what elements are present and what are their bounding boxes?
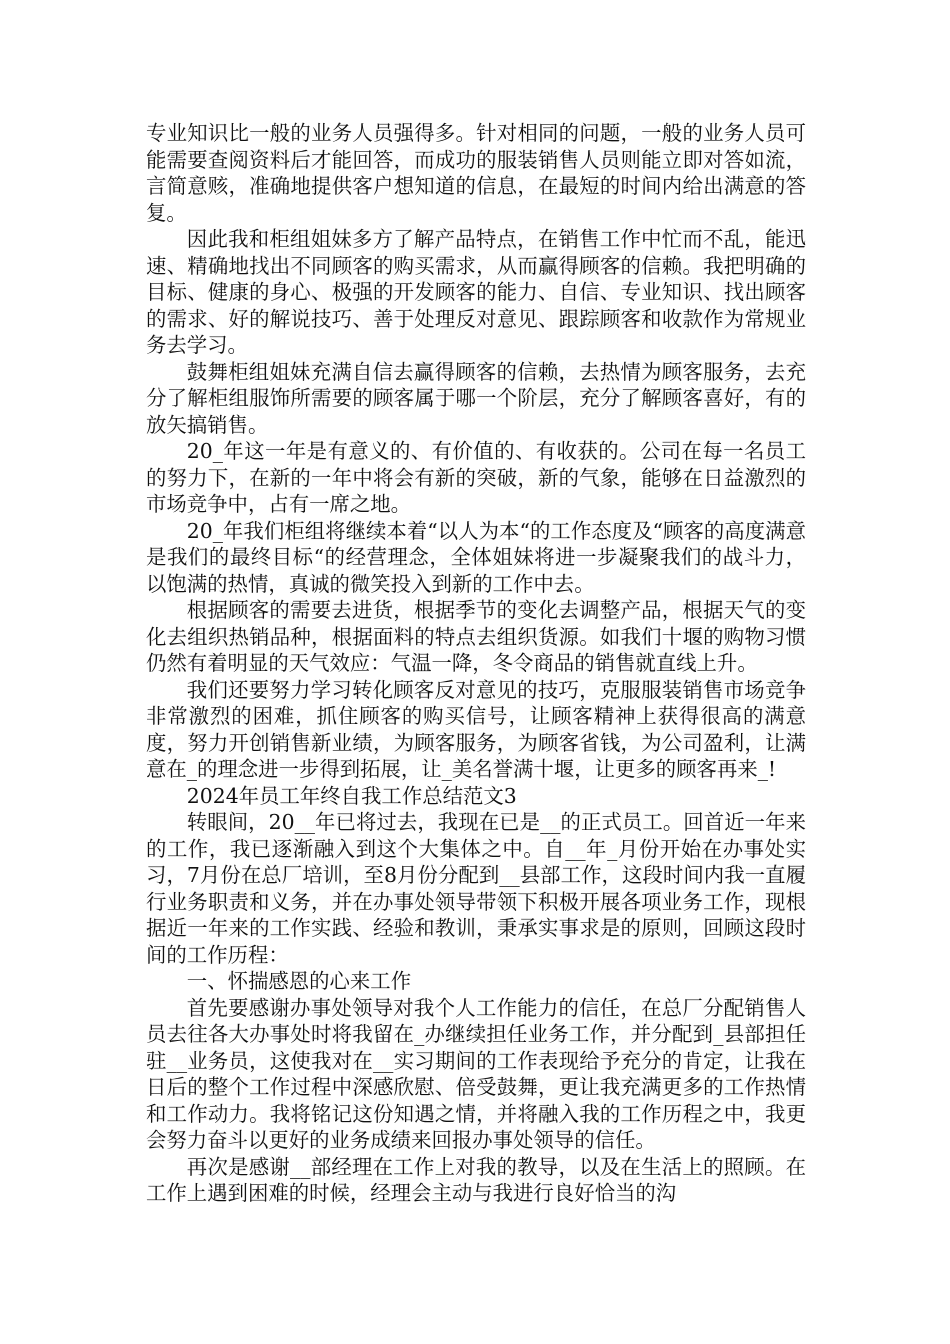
- paragraph-11: 首先要感谢办事处领导对我个人工作能力的信任，在总厂分配销售人员去往各大办事处时将我留在_办继续担任业务工作，并分配到_县部担任驻__业务员，这使我对在__实习期间的工作表现给予充分的肯定，让我在日后的整个工作过程中深感欣慰、倍受鼓舞，更让我充满更多的工作热情和工作动力。我将铭记这份知遇之情，并将融入我的工作历程之中，我更会努力奋斗以更好的业务成绩来回报办事处领导的信任。: [146, 995, 806, 1152]
- section-heading-essay-3: 2024年员工年终自我工作总结范文3: [186, 783, 517, 808]
- paragraph-1: 专业知识比一般的业务人员强得多。针对相同的问题，一般的业务人员可能需要查阅资料后才能回答，而成功的服装销售人员则能立即对答如流，言简意赅，准确地提供客户想知道的信息，在最短的时间内给出满意的答复。: [146, 121, 806, 225]
- paragraph-3: 鼓舞柜组姐妹充满自信去赢得顾客的信赖，去热情为顾客服务，去充分了解柜组服饰所需要的顾客属于哪一个阶层，充分了解顾客喜好，有的放矢搞销售。: [146, 359, 806, 437]
- paragraph-12: 再次是感谢__部经理在工作上对我的教导，以及在生活上的照顾。在工作上遇到困难的时候，经理会主动与我进行良好恰当的沟: [146, 1154, 806, 1205]
- paragraph-5: 20_年我们柜组将继续本着“以人为本“的工作态度及“顾客的高度满意是我们的最终目标“的经营理念，全体姐妹将进一步凝聚我们的战斗力，以饱满的热情，真诚的微笑投入到新的工作中去。: [146, 518, 806, 596]
- paragraph-9: 转眼间，20__年已将过去，我现在已是__的正式员工。回首近一年来的工作，我已逐渐融入到这个大集体之中。自__年_月份开始在办事处实习，7月份在总厂培训，至8月份分配到__县部工作，这段时间内我一直履行业务职责和义务，并在办事处领导带领下积极开展各项业务工作，现根据近一年来的工作实践、经验和教训，秉承实事求是的原则，回顾这段时间的工作历程：: [146, 810, 806, 967]
- paragraph-2: 因此我和柜组姐妹多方了解产品特点，在销售工作中忙而不乱，能迅速、精确地找出不同顾客的购买需求，从而赢得顾客的信赖。我把明确的目标、健康的身心、极强的开发顾客的能力、自信、专业知识、找出顾客的需求、好的解说技巧、善于处理反对意见、跟踪顾客和收款作为常规业务去学习。: [146, 227, 806, 357]
- paragraph-4: 20_年这一年是有意义的、有价值的、有收获的。公司在每一名员工的努力下，在新的一年中将会有新的突破，新的气象，能够在日益激烈的市场竞争中，占有一席之地。: [146, 439, 806, 516]
- subheading-gratitude: 一、怀揣感恩的心来工作: [186, 969, 412, 993]
- paragraph-7: 我们还要努力学习转化顾客反对意见的技巧，克服服装销售市场竞争非常激烈的困难，抓住顾客的购买信号，让顾客精神上获得很高的满意度，努力开创销售新业绩，为顾客服务，为顾客省钱，为公司盈利，让满意在_的理念进一步得到拓展，让_美名誉满十堰，让更多的顾客再来_!: [146, 677, 806, 781]
- document-page: [146, 120, 806, 1207]
- paragraph-6: 根据顾客的需要去进货，根据季节的变化去调整产品，根据天气的变化去组织热销品种，根据面料的特点去组织货源。如我们十堰的购物习惯仍然有着明显的天气效应：气温一降，冬令商品的销售就直线上升。: [146, 598, 806, 675]
